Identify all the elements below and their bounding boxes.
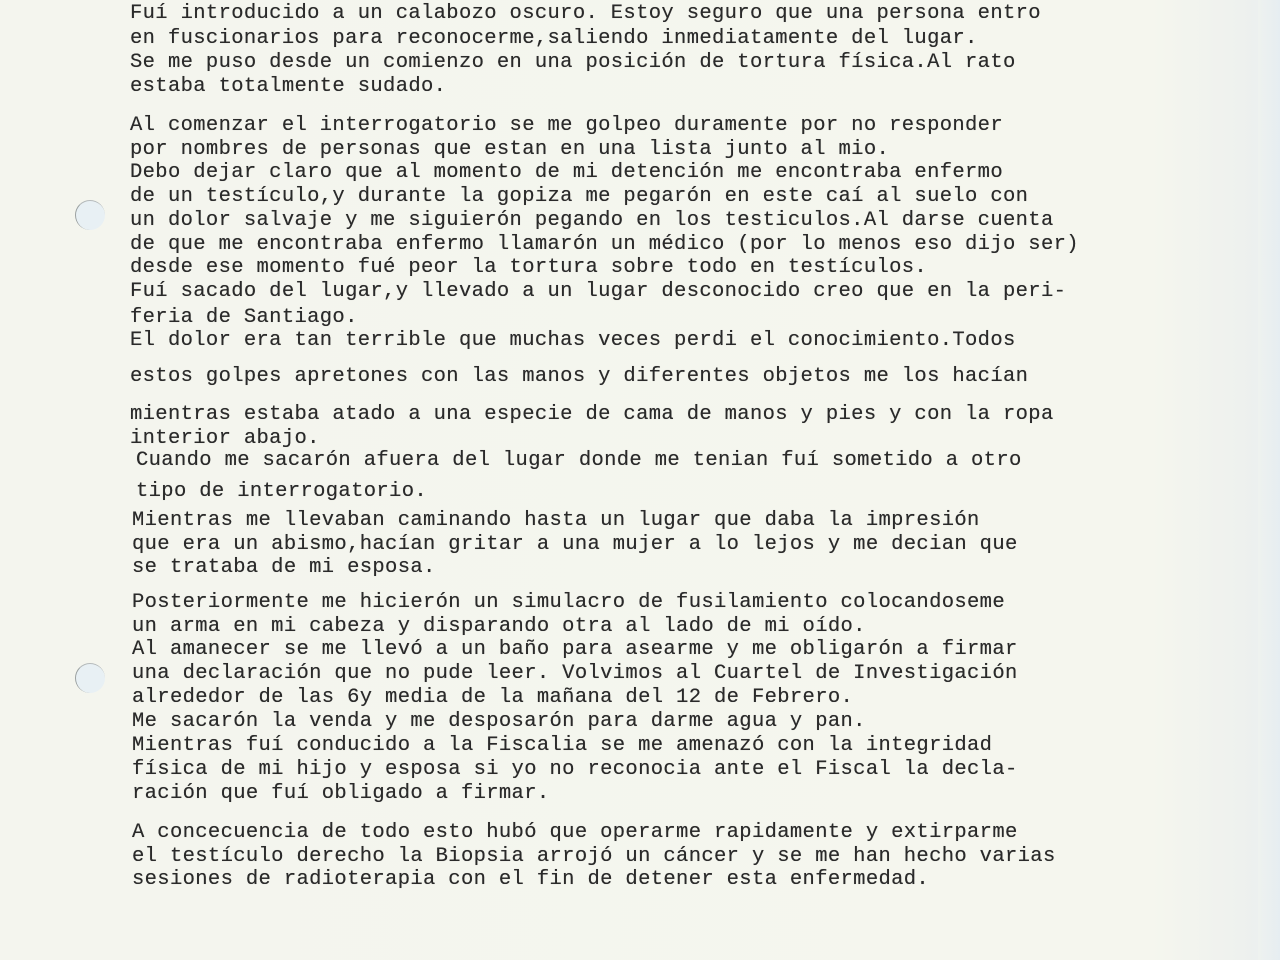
text-line: mientras estaba atado a una especie de cama de manos y pies y con la ropa bbox=[130, 403, 1054, 426]
text-line: A concecuencia de todo esto hubó que operarme rapidamente y extirparme bbox=[132, 821, 1018, 844]
text-line: Al amanecer se me llevó a un baño para asearme y me obligarón a firmar bbox=[132, 638, 1018, 661]
text-line: un dolor salvaje y me siguierón pegando en los testiculos.Al darse cuenta bbox=[130, 209, 1054, 232]
text-line: se trataba de mi esposa. bbox=[132, 556, 436, 579]
text-line: interior abajo. bbox=[130, 427, 320, 450]
text-line: Posteriormente me hicierón un simulacro de fusilamiento colocandoseme bbox=[132, 591, 1005, 614]
text-line: de un testículo,y durante la gopiza me pegarón en este caí al suelo con bbox=[130, 185, 1029, 208]
text-line: por nombres de personas que estan en una lista junto al mio. bbox=[130, 138, 890, 161]
punch-hole-top bbox=[75, 200, 105, 230]
text-line: que era un abismo,hacían gritar a una mujer a lo lejos y me decian que bbox=[132, 533, 1018, 556]
text-line: estos golpes apretones con las manos y diferentes objetos me los hacían bbox=[130, 365, 1029, 388]
text-line: un arma en mi cabeza y disparando otra al lado de mi oído. bbox=[132, 615, 866, 638]
text-line: estaba totalmente sudado. bbox=[130, 75, 447, 98]
text-line: una declaración que no pude leer. Volvimos al Cuartel de Investigación bbox=[132, 662, 1018, 685]
text-line: Me sacarón la venda y me desposarón para darme agua y pan. bbox=[132, 710, 866, 733]
text-line: física de mi hijo y esposa si yo no reconocia ante el Fiscal la decla- bbox=[132, 758, 1018, 781]
text-line: feria de Santiago. bbox=[130, 306, 358, 329]
text-line: sesiones de radioterapia con el fin de detener esta enfermedad. bbox=[132, 868, 930, 891]
punch-hole-bottom bbox=[75, 663, 105, 693]
text-line: Se me puso desde un comienzo en una posición de tortura física.Al rato bbox=[130, 51, 1016, 74]
text-line: tipo de interrogatorio. bbox=[136, 480, 427, 503]
text-line: Mientras fuí conducido a la Fiscalia se me amenazó con la integridad bbox=[132, 734, 993, 757]
text-line: en fuscionarios para reconocerme,saliendo inmediatamente del lugar. bbox=[130, 27, 978, 50]
text-line: Al comenzar el interrogatorio se me golpeo duramente por no responder bbox=[130, 114, 1003, 137]
text-line: Cuando me sacarón afuera del lugar donde me tenian fuí sometido a otro bbox=[136, 449, 1022, 472]
text-line: Fuí introducido a un calabozo oscuro. Estoy seguro que una persona entro bbox=[130, 2, 1041, 25]
text-line: Mientras me llevaban caminando hasta un lugar que daba la impresión bbox=[132, 509, 980, 532]
text-line: Debo dejar claro que al momento de mi detención me encontraba enfermo bbox=[130, 161, 1003, 184]
text-line: el testículo derecho la Biopsia arrojó un cáncer y se me han hecho varias bbox=[132, 845, 1056, 868]
text-line: ración que fuí obligado a firmar. bbox=[132, 782, 550, 805]
text-line: El dolor era tan terrible que muchas veces perdi el conocimiento.Todos bbox=[130, 329, 1016, 352]
page-edge-shadow bbox=[1258, 0, 1280, 960]
text-line: desde ese momento fué peor la tortura sobre todo en testículos. bbox=[130, 256, 928, 279]
text-line: de que me encontraba enfermo llamarón un médico (por lo menos eso dijo ser) bbox=[130, 233, 1079, 256]
text-line: alrededor de las 6y media de la mañana del 12 de Febrero. bbox=[132, 686, 854, 709]
text-line: Fuí sacado del lugar,y llevado a un lugar desconocido creo que en la peri- bbox=[130, 280, 1067, 303]
